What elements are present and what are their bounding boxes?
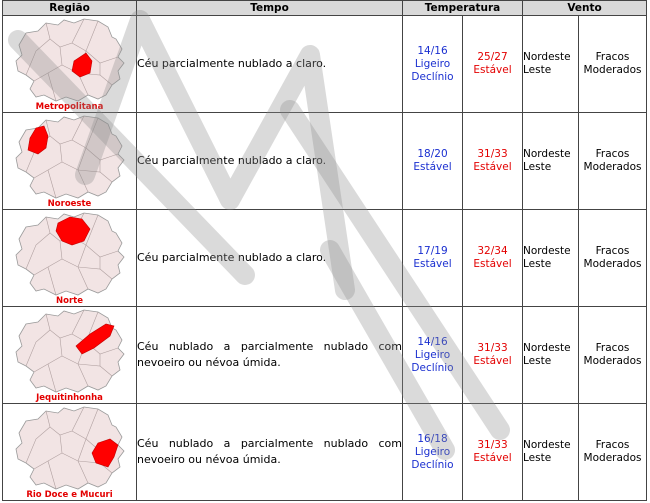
- wind-direction-2: Leste: [523, 64, 552, 76]
- wind-direction-cell: [523, 210, 579, 307]
- table-row: [3, 113, 647, 210]
- max-temperature-trend: Estável: [473, 64, 512, 76]
- region-map: [14, 308, 126, 394]
- region-name: Jequitinhonha: [36, 392, 103, 403]
- max-temperature-trend: Estável: [473, 355, 512, 367]
- region-map: [14, 114, 126, 200]
- table-row: [3, 16, 647, 113]
- region-cell: [3, 307, 137, 404]
- max-temperature-cell: [463, 113, 523, 210]
- max-temperature-range: 25/27: [477, 51, 508, 63]
- wind-direction-cell: [523, 113, 579, 210]
- wind-direction-2: Leste: [523, 452, 552, 464]
- region-name: Metropolitana: [35, 101, 104, 112]
- wind-intensity-2: Moderados: [583, 258, 642, 270]
- wind-intensity-1: Fracos: [595, 51, 630, 63]
- min-temperature-cell: [403, 307, 463, 404]
- weather-description: Céu nublado a parcialmente nublado com nevoeiro ou névoa úmida.: [137, 307, 403, 404]
- wind-intensity-2: Moderados: [583, 452, 642, 464]
- min-temperature-trend: Estável: [413, 161, 452, 173]
- max-temperature-range: 32/34: [477, 245, 508, 257]
- wind-intensity-cell: [579, 404, 647, 501]
- wind-direction-1: Nordeste: [523, 51, 571, 63]
- min-temperature-range: 14/16: [417, 335, 448, 348]
- forecast-table: [2, 0, 647, 501]
- header-tempo: Tempo: [137, 1, 403, 16]
- wind-direction-1: Nordeste: [523, 245, 571, 257]
- max-temperature-cell: [463, 210, 523, 307]
- min-temperature-range: 18/20: [417, 148, 448, 160]
- weather-description: Céu nublado a parcialmente nublado com nevoeiro ou névoa úmida.: [137, 404, 403, 501]
- table-row: [3, 307, 647, 404]
- min-temperature-trend: Ligeiro: [414, 348, 451, 361]
- wind-intensity-2: Moderados: [583, 64, 642, 76]
- wind-intensity-cell: [579, 210, 647, 307]
- min-temperature-cell: [403, 404, 463, 501]
- region-map: [14, 211, 126, 297]
- wind-intensity-cell: [579, 113, 647, 210]
- wind-intensity-2: Moderados: [583, 355, 642, 367]
- max-temperature-range: 31/33: [477, 439, 508, 451]
- region-map: [14, 17, 126, 103]
- region-cell: [3, 113, 137, 210]
- wind-intensity-cell: [579, 16, 647, 113]
- weather-description: Céu parcialmente nublado a claro.: [137, 113, 403, 210]
- region-cell: [3, 404, 137, 501]
- wind-intensity-1: Fracos: [595, 439, 630, 451]
- wind-direction-cell: [523, 404, 579, 501]
- min-temperature-trend: Ligeiro: [414, 445, 451, 458]
- header-row: [3, 1, 647, 16]
- weather-description: Céu parcialmente nublado a claro.: [137, 16, 403, 113]
- wind-intensity-2: Moderados: [583, 161, 642, 173]
- wind-direction-cell: [523, 307, 579, 404]
- max-temperature-cell: [463, 404, 523, 501]
- wind-direction-2: Leste: [523, 355, 552, 367]
- min-temperature-cell: [403, 16, 463, 113]
- table-row: [3, 210, 647, 307]
- min-temperature-trend: Estável: [413, 258, 452, 270]
- wind-direction-cell: [523, 16, 579, 113]
- max-temperature-range: 31/33: [477, 342, 508, 354]
- region-name: Rio Doce e Mucuri: [26, 489, 113, 500]
- max-temperature-trend: Estável: [473, 452, 512, 464]
- min-temperature-trend-2: Declínio: [411, 458, 454, 471]
- max-temperature-trend: Estável: [473, 258, 512, 270]
- min-temperature-cell: [403, 210, 463, 307]
- region-name: Noroeste: [47, 198, 92, 209]
- wind-intensity-1: Fracos: [595, 148, 630, 160]
- max-temperature-trend: Estável: [473, 161, 512, 173]
- min-temperature-trend-2: Declínio: [411, 361, 454, 374]
- min-temperature-trend: Ligeiro: [414, 57, 451, 70]
- wind-direction-2: Leste: [523, 258, 552, 270]
- min-temperature-range: 14/16: [417, 44, 448, 57]
- wind-direction-1: Nordeste: [523, 148, 571, 160]
- max-temperature-cell: [463, 16, 523, 113]
- min-temperature-cell: [403, 113, 463, 210]
- header-regiao: Região: [3, 1, 137, 16]
- header-temperatura: Temperatura: [403, 1, 523, 16]
- max-temperature-range: 31/33: [477, 148, 508, 160]
- region-cell: [3, 16, 137, 113]
- weather-description: Céu parcialmente nublado a claro.: [137, 210, 403, 307]
- wind-direction-2: Leste: [523, 161, 552, 173]
- wind-direction-1: Nordeste: [523, 342, 571, 354]
- region-map: [14, 405, 126, 491]
- min-temperature-trend-2: Declínio: [411, 70, 454, 83]
- region-name: Norte: [56, 295, 83, 306]
- table-row: [3, 404, 647, 501]
- wind-direction-1: Nordeste: [523, 439, 571, 451]
- header-vento: Vento: [523, 1, 647, 16]
- min-temperature-range: 16/18: [417, 432, 448, 445]
- wind-intensity-cell: [579, 307, 647, 404]
- region-cell: [3, 210, 137, 307]
- max-temperature-cell: [463, 307, 523, 404]
- wind-intensity-1: Fracos: [595, 342, 630, 354]
- min-temperature-range: 17/19: [417, 245, 448, 257]
- wind-intensity-1: Fracos: [595, 245, 630, 257]
